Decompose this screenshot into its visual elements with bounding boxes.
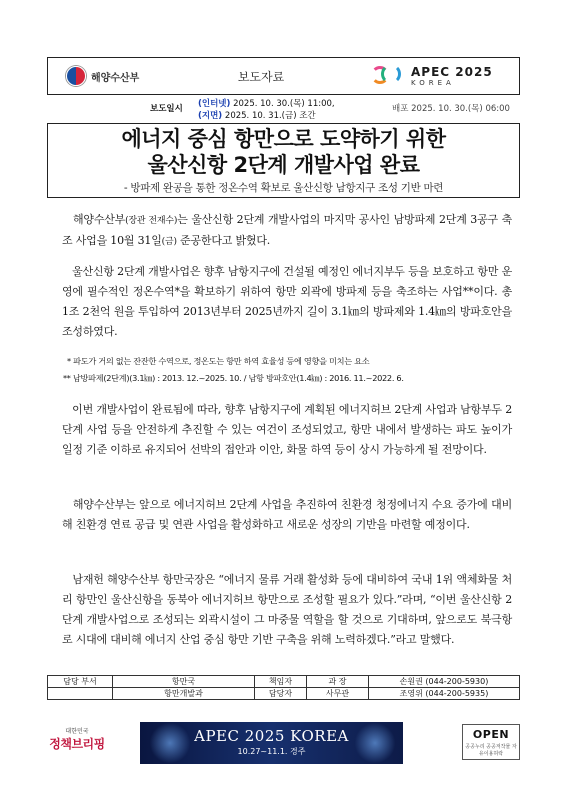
distribution-time: 배포 2025. 10. 30.(목) 06:00 bbox=[392, 104, 510, 114]
footnote-2: ** 남방파제(2단계)(3.1㎞) : 2013. 12.~2025. 10. / 남항 방파호안(1.4㎞) : 2016. 11.~2022. 6. bbox=[63, 373, 404, 383]
headline-line-1: 에너지 중심 항만으로 도약하기 위한 bbox=[121, 127, 446, 151]
bureau: 항만국 bbox=[113, 676, 255, 688]
resp-person: 손원권 (044-200-5930) bbox=[369, 676, 520, 688]
footnote-1: * 파도가 거의 없는 잔잔한 수역으로, 정온도는 항만 하역 효율성 등에 영향을 미치는 요소 bbox=[67, 356, 370, 366]
org-logo bbox=[48, 66, 153, 86]
apec-logo bbox=[369, 62, 519, 90]
contact-table bbox=[47, 675, 520, 700]
banner-sub: 10.27~11.1. 경주 bbox=[237, 747, 306, 756]
dept-label: 담당 부서 bbox=[48, 676, 113, 688]
dept-label-empty bbox=[48, 688, 113, 700]
policy-briefing-logo: 대한민국 정책브리핑 bbox=[49, 728, 105, 751]
staff-title: 사무관 bbox=[307, 688, 369, 700]
resp-title: 과 장 bbox=[307, 676, 369, 688]
paragraph-3: 이번 개발사업이 완료됨에 따라, 향후 남항지구에 계획된 에너지허브 2단계 사업과 남항부두 2단계 사업 등을 안전하게 추진할 수 있는 여건이 조성되었고, 항만 내에서 발생하는 파도 높이가 일정 기준 이하로 유지되어 선박의 접안과 이안, 화물 하역 등이 상시 가능하게 될 전망이다. bbox=[62, 403, 513, 456]
apec-banner bbox=[140, 722, 403, 764]
staff-label: 담당자 bbox=[255, 688, 307, 700]
doc-type: 보도자료 bbox=[237, 69, 285, 84]
paper-tag: (지면) bbox=[198, 111, 223, 121]
apec-sub: KOREA bbox=[411, 78, 455, 87]
apec-title: APEC 2025 bbox=[411, 64, 493, 79]
paragraph-4: 해양수산부는 앞으로 에너지허브 2단계 사업을 추진하여 친환경 청정에너지 수요 증가에 대비해 친환경 연료 공급 및 연관 사업을 활성화하고 새로운 성장의 기반을 마련할 예정이다. bbox=[62, 498, 513, 531]
banner-title: APEC 2025 KOREA bbox=[194, 727, 349, 745]
banner-decoration-icon bbox=[150, 722, 190, 764]
org-name: 해양수산부 bbox=[91, 72, 140, 84]
footer bbox=[47, 720, 520, 764]
apec-emblem-icon bbox=[369, 62, 405, 90]
paragraph-2: 울산신항 2단계 개발사업은 향후 남항지구에 건설될 예정인 에너지부두 등을 보호하고 항만 운영에 필수적인 정온수역*을 확보하기 위하여 항만 외곽에 방파제 등을 축조하는 사업**이다. 총 1조 2천억 원을 투입하여 2013년부터 2025년까지 길이 3.1㎞의 방파제와 1.4㎞의 방파호안을 조성하였다. bbox=[62, 265, 512, 338]
title-box bbox=[47, 123, 520, 198]
headline-line-2: 울산신항 2단계 개발사업 완료 bbox=[147, 153, 420, 177]
staff-person: 조영위 (044-200-5935) bbox=[369, 688, 520, 700]
internet-time: 2025. 10. 30.(목) 11:00, bbox=[233, 99, 335, 109]
banner-decoration-icon bbox=[355, 722, 395, 764]
paper-time: 2025. 10. 31.(금) 조간 bbox=[224, 111, 316, 121]
taegeuk-emblem-icon bbox=[66, 66, 86, 86]
division: 항만개발과 bbox=[113, 688, 255, 700]
paragraph-5: 남재헌 해양수산부 항만국장은 “에너지 물류 거래 활성화 등에 대비하여 국내 1위 액체화물 처리 항만인 울산신항을 동북아 에너지허브 항만으로 조성할 필요가 있다.”라며, “이번 울산신항 2단계 개발사업으로 조성되는 외곽시설이 그 마중물 역할을 할 것으로 기대하며, 앞으로도 북극항로 시대에 대비해 에너지 산업 중심 항만 기반 구축을 위해 노력하겠다.”라고 말했다. bbox=[62, 573, 512, 646]
resp-label: 책임자 bbox=[255, 676, 307, 688]
subheadline: - 방파제 완공을 통한 정온수역 확보로 울산신항 남항지구 조성 기반 마련 bbox=[123, 182, 444, 194]
header-box bbox=[47, 57, 520, 95]
release-label: 보도일시 bbox=[150, 104, 183, 114]
internet-tag: (인터넷) bbox=[198, 99, 231, 109]
paragraph-1: 해양수산부(장관 전재수)는 울산신항 2단계 개발사업의 마지막 공사인 남방파제 2단계 3공구 축조 사업을 10월 31일(금) 준공한다고 밝혔다. bbox=[62, 213, 513, 247]
open-license-logo: OPEN 공공누리 공공저작물 자유이용허락 bbox=[462, 724, 520, 760]
